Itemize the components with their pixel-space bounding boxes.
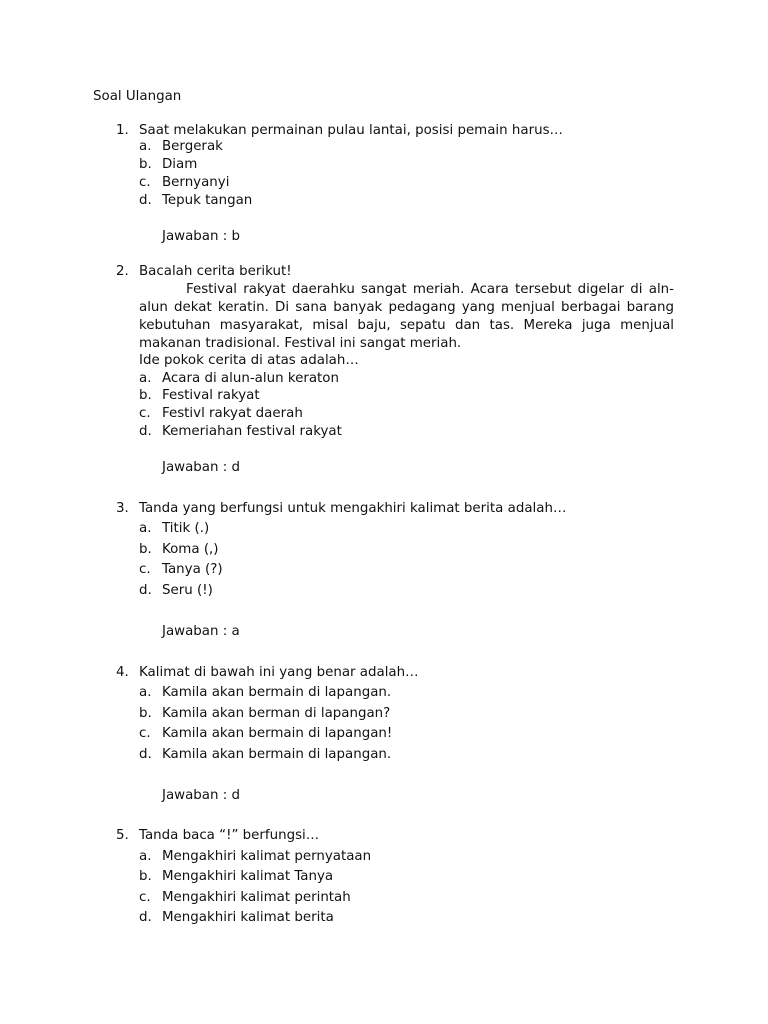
option-letter: a. — [139, 849, 152, 864]
option-letter: a. — [139, 685, 152, 700]
option-letter: b. — [139, 706, 152, 721]
option-letter: d. — [139, 193, 152, 208]
option-text: Titik (.) — [162, 521, 210, 536]
page-title: Soal Ulangan — [93, 89, 182, 104]
option-text: Festivl rakyat daerah — [162, 406, 303, 421]
option-text: Tanya (?) — [162, 562, 223, 577]
answer-key: Jawaban : d — [162, 788, 241, 803]
option-letter: b. — [139, 869, 152, 884]
option-text: Mengakhiri kalimat perintah — [162, 890, 351, 905]
option-text: Diam — [162, 157, 198, 172]
answer-key: Jawaban : d — [162, 460, 241, 475]
option-text: Kamila akan bermain di lapangan. — [162, 747, 392, 762]
option-letter: d. — [139, 583, 152, 598]
option-letter: a. — [139, 371, 152, 386]
option-text: Mengakhiri kalimat berita — [162, 910, 334, 925]
option-text: Kamila akan berman di lapangan? — [162, 706, 391, 721]
option-text: Acara di alun-alun keraton — [162, 371, 339, 386]
option-letter: b. — [139, 542, 152, 557]
reading-passage: Festival rakyat daerahku sangat meriah. Acara tersebut digelar di aln-alun dekat keratin. Di sana banyak pedagang yang menjual berbagai barang kebutuhan masyarakat, misal baju, sepatu dan tas. Mereka juga menjual makanan tradisional. Festival ini sangat meriah. — [139, 282, 674, 351]
question-number: 1. — [116, 123, 129, 138]
option-text: Mengakhiri kalimat Tanya — [162, 869, 334, 884]
option-text: Bernyanyi — [162, 175, 230, 190]
option-text: Kamila akan bermain di lapangan! — [162, 726, 393, 741]
option-letter: b. — [139, 388, 152, 403]
option-text: Kemeriahan festival rakyat — [162, 424, 342, 439]
option-text: Kamila akan bermain di lapangan. — [162, 685, 392, 700]
question-number: 4. — [116, 665, 129, 680]
option-letter: c. — [139, 726, 151, 741]
option-letter: b. — [139, 157, 152, 172]
option-letter: c. — [139, 175, 151, 190]
option-text: Festival rakyat — [162, 388, 260, 403]
answer-key: Jawaban : a — [162, 624, 240, 639]
question-number: 5. — [116, 828, 129, 843]
option-text: Koma (,) — [162, 542, 219, 557]
option-text: Seru (!) — [162, 583, 213, 598]
option-letter: c. — [139, 562, 151, 577]
question-number: 2. — [116, 264, 129, 279]
option-letter: a. — [139, 521, 152, 536]
option-text: Tepuk tangan — [162, 193, 253, 208]
question-text: Tanda yang berfungsi untuk mengakhiri kalimat berita adalah… — [139, 501, 567, 516]
option-letter: d. — [139, 424, 152, 439]
option-text: Bergerak — [162, 139, 223, 154]
option-letter: c. — [139, 406, 151, 421]
option-letter: a. — [139, 139, 152, 154]
option-letter: d. — [139, 910, 152, 925]
option-letter: c. — [139, 890, 151, 905]
question-number: 3. — [116, 501, 129, 516]
question-text: Tanda baca “!” berfungsi… — [139, 828, 320, 843]
question-text: Saat melakukan permainan pulau lantai, posisi pemain harus… — [139, 123, 563, 138]
answer-key: Jawaban : b — [162, 229, 241, 244]
option-text: Mengakhiri kalimat pernyataan — [162, 849, 372, 864]
question-text: Bacalah cerita berikut! — [139, 264, 292, 279]
question-prompt: Ide pokok cerita di atas adalah… — [139, 353, 359, 368]
question-text: Kalimat di bawah ini yang benar adalah… — [139, 665, 419, 680]
option-letter: d. — [139, 747, 152, 762]
